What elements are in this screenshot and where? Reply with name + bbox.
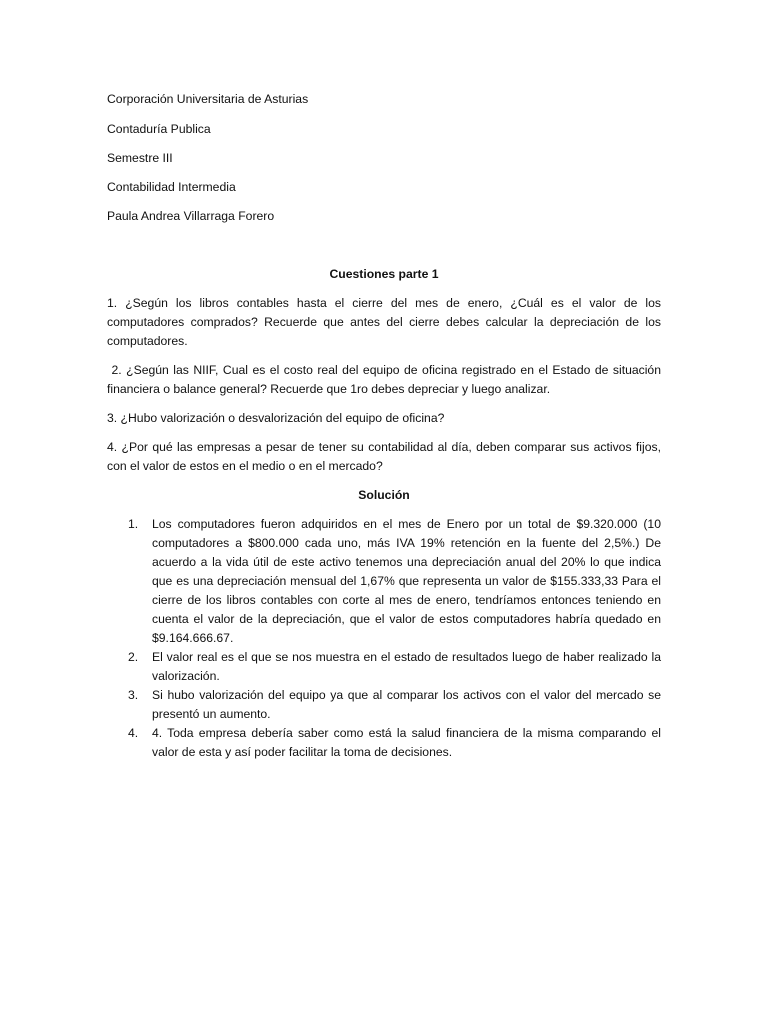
question-1: 1. ¿Según los libros contables hasta el cierre del mes de enero, ¿Cuál es el valor de los computadores comprados? Recuerde que antes del cierre debes calcular la depreciación de los computadores. [107,296,661,348]
solution-item-text: 4. Toda empresa debería saber como está la salud financiera de la misma comparando el valor de esta y así poder facilitar la toma de decisiones. [152,726,661,759]
solution-item-1 [107,515,661,648]
solution-item-3 [107,686,661,724]
author-name: Paula Andrea Villarraga Forero [107,209,275,223]
solution-list [107,515,661,762]
solution-item-2 [107,648,661,686]
question-3: 3. ¿Hubo valorización o desvalorización del equipo de oficina? [107,411,445,425]
solution-item-number: 1. [128,517,139,531]
program-name: Contaduría Publica [107,122,211,136]
semester-label: Semestre III [107,151,173,165]
solution-item-number: 3. [128,688,139,702]
question-4: 4. ¿Por qué las empresas a pesar de tener su contabilidad al día, deben comparar sus activos fijos, con el valor de estos en el medio o en el mercado? [107,440,661,473]
institution-name: Corporación Universitaria de Asturias [107,92,309,106]
solution-item-4 [107,724,661,762]
solution-heading: Solución [358,488,410,502]
solution-item-text: Si hubo valorización del equipo ya que al comparar los activos con el valor del mercado se presentó un aumento. [152,688,661,721]
solution-item-text: Los computadores fueron adquiridos en el mes de Enero por un total de $9.320.000 (10 computadores a $800.000 cada uno, más IVA 19% retención en la fuente del 2,5%.) De acuerdo a la vida útil de este activo tenemos una depreciación anual del 20% lo que indica que es una depreciación mensual del 1,67% que representa un valor de $155.333,33 Para el cierre de los libros contables con corte al mes de enero, tendríamos entonces teniendo en cuenta el valor de la depreciación, que el valor de estos computadores habría quedado en $9.164.666.67. [152,517,661,645]
question-2: 2. ¿Según las NIIF, Cual es el costo real del equipo de oficina registrado en el Estado de situación financiera o balance general? Recuerde que 1ro debes depreciar y luego analizar. [107,363,665,396]
course-name: Contabilidad Intermedia [107,180,236,194]
solution-item-number: 2. [128,650,139,664]
solution-item-text: El valor real es el que se nos muestra en el estado de resultados luego de haber realizado la valorización. [152,650,661,683]
solution-item-number: 4. [128,726,139,740]
questions-heading: Cuestiones parte 1 [329,267,439,281]
